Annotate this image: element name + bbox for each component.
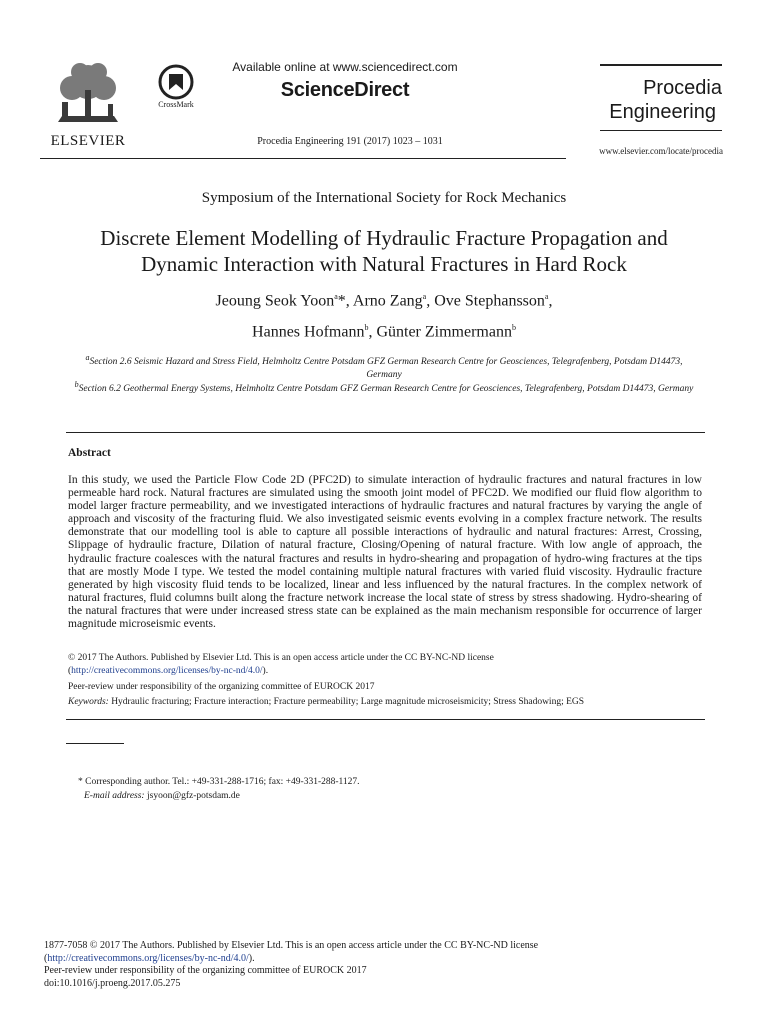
title-line-2: Dynamic Interaction with Natural Fractures in Hard Rock [141, 252, 627, 276]
footer-license-link[interactable]: http://creativecommons.org/licenses/by-nc-nd/4.0/ [47, 952, 249, 964]
abstract-bottom-rule [66, 719, 705, 720]
author-name: Jeoung Seok Yoon [215, 292, 335, 310]
elsevier-tree-logo [48, 60, 128, 132]
authors-line-1 [40, 292, 728, 310]
author-affiliation-mark: a [544, 292, 549, 301]
conference-name: Symposium of the International Society for Rock Mechanics [201, 190, 567, 206]
affiliation-text: Section 6.2 Geothermal Energy Systems, Helmholtz Centre Potsdam GFZ German Research Centre for Geosciences, Telegrafenberg, Potsdam D14473, Germany [78, 384, 694, 395]
citation: Procedia Engineering 191 (2017) 1023 – 1031 [257, 136, 443, 147]
title-line-1: Discrete Element Modelling of Hydraulic Fracture Propagation and [100, 226, 668, 250]
footnote-rule [66, 743, 124, 744]
affiliation-text: Section 2.6 Seismic Hazard and Stress Field, Helmholtz Centre Potsdam GFZ German Research Centre for Geosciences, Telegrafenberg, Potsdam D14473, Germany [89, 357, 683, 381]
affiliation-mark: a [85, 353, 90, 362]
license-text: © 2017 The Authors. Published by Elsevier Ltd. This is an open access article under the CC BY-NC-ND license [68, 653, 494, 663]
author-separator: , [426, 292, 435, 310]
author-name: Günter Zimmermann [376, 323, 512, 341]
abstract-heading: Abstract [68, 447, 111, 459]
footer-peer-review: Peer-review under responsibility of the organizing committee of EUROCK 2017 [44, 965, 367, 976]
doi[interactable]: doi:10.1016/j.proeng.2017.05.275 [44, 977, 181, 989]
issn: 1877-7058 [44, 940, 88, 951]
journal-box-top-rule [600, 64, 722, 66]
email-line [84, 791, 240, 801]
footer: 1877-7058 © 2017 The Authors. Published by Elsevier Ltd. This is an open access article under the CC BY-NC-ND license (http://creativecommons.org/licenses/by-nc-nd/4.0/). Peer-review under responsibility of the organizing committee of EUROCK 2017 doi:10.1016/j.proeng.2017.05.275 [44, 940, 724, 990]
author-affiliation-mark: b [511, 323, 516, 332]
keywords-list: Hydraulic fracturing; Fracture interaction; Fracture permeability; Large magnitude microseismicity; Stress Shadowing; EGS [111, 697, 585, 707]
author-name: Hannes Hofmann [252, 323, 365, 341]
crossmark-icon[interactable] [158, 64, 194, 100]
email-address[interactable]: jsyoon@gfz-potsdam.de [146, 791, 240, 801]
author-separator: , [368, 323, 377, 341]
author-affiliation-mark: a [334, 292, 338, 301]
abstract-license: © 2017 The Authors. Published by Elsevier Ltd. This is an open access article under the CC BY-NC-ND license (http://creativecommons.org/licenses/by-nc-nd/4.0/). Peer-review under responsibility of the organizing committee of EUROCK 2017 Keywords: Hydraulic fracturing; Fracture interaction; Fracture permeability; Large magnitude microseismicity; Stress Shadowing; EGS [68, 652, 702, 709]
abstract-body: In this study, we used the Particle Flow Code 2D (PFC2D) to simulate interaction of hydraulic fractures and natural fractures in low permeable hard rock. Natural fractures are simulated using the smooth joint model of PFC2D. We modified our fluid flow algorithm to model larger fracture permeability, and we investigated interactions of hydraulic fractures and natural fractures by varying the angle of approach and viscosity of the fracturing fluid. We also investigated seismic events evolving in a complex fracture network. The results demonstrate that our modelling tool is able to capture all possible interactions of hydraulic and natural fractures: Arrest, Crossing, Slippage of hydraulic fracture, Dilation of natural fracture, Closing/Opening of natural fracture. With low angle of approach, the hydraulic fracture coalesces with the natural fractures and results in hydro-shearing and propagation of hydro-wing fractures at the tips that are mostly Mode I type. We tested the model containing multiple natural fractures with varied fluid viscosity. Hydraulic fracture generated by high viscosity fluid tends to be localized, linear and less influenced by the natural fractures. In the complex network of natural fractures, fluid columns built along the fracture network increase the local state of stress by stress shadowing. Hydro-shearing of the natural fractures that were under increased stress state can be explained as the main mechanism responsible for occurrence of larger magnitude microseismic events. [68, 474, 702, 631]
header-rule [40, 158, 566, 159]
corresponding-author: * Corresponding author. Tel.: +49-331-288-1716; fax: +49-331-288-1127. [78, 777, 360, 787]
journal-box-bottom-rule [600, 130, 722, 131]
crossmark-label: CrossMark [158, 100, 194, 109]
affiliation-b [66, 378, 702, 396]
peer-review-note: Peer-review under responsibility of the organizing committee of EUROCK 2017 [68, 682, 375, 692]
available-online: Available online at www.sciencedirect.com [232, 60, 458, 74]
email-label: E-mail address: [84, 791, 145, 801]
author-separator: , [548, 292, 553, 310]
keywords-label: Keywords: [68, 697, 109, 707]
sciencedirect-logo: ScienceDirect [280, 79, 410, 101]
journal-url[interactable]: www.elsevier.com/locate/procedia [599, 146, 723, 156]
author-affiliation-mark: b [364, 323, 369, 332]
author-separator: *, [337, 292, 353, 310]
journal-name-line2: Engineering [609, 101, 716, 123]
license-link[interactable]: http://creativecommons.org/licenses/by-nc-nd/4.0/ [71, 666, 263, 676]
authors-line-2 [40, 323, 728, 341]
author-name: Ove Stephansson [434, 292, 545, 310]
footer-copyright: © 2017 The Authors. Published by Elsevier Ltd. This is an open access article under the CC BY-NC-ND license [89, 940, 539, 951]
author-affiliation-mark: a [422, 292, 427, 301]
paper-title [40, 225, 728, 277]
journal-name-line1: Procedia [643, 77, 722, 99]
author-name: Arno Zang [352, 292, 423, 310]
abstract-top-rule [66, 432, 705, 433]
publisher-name: ELSEVIER [50, 133, 126, 149]
affiliation-mark: b [74, 380, 79, 389]
